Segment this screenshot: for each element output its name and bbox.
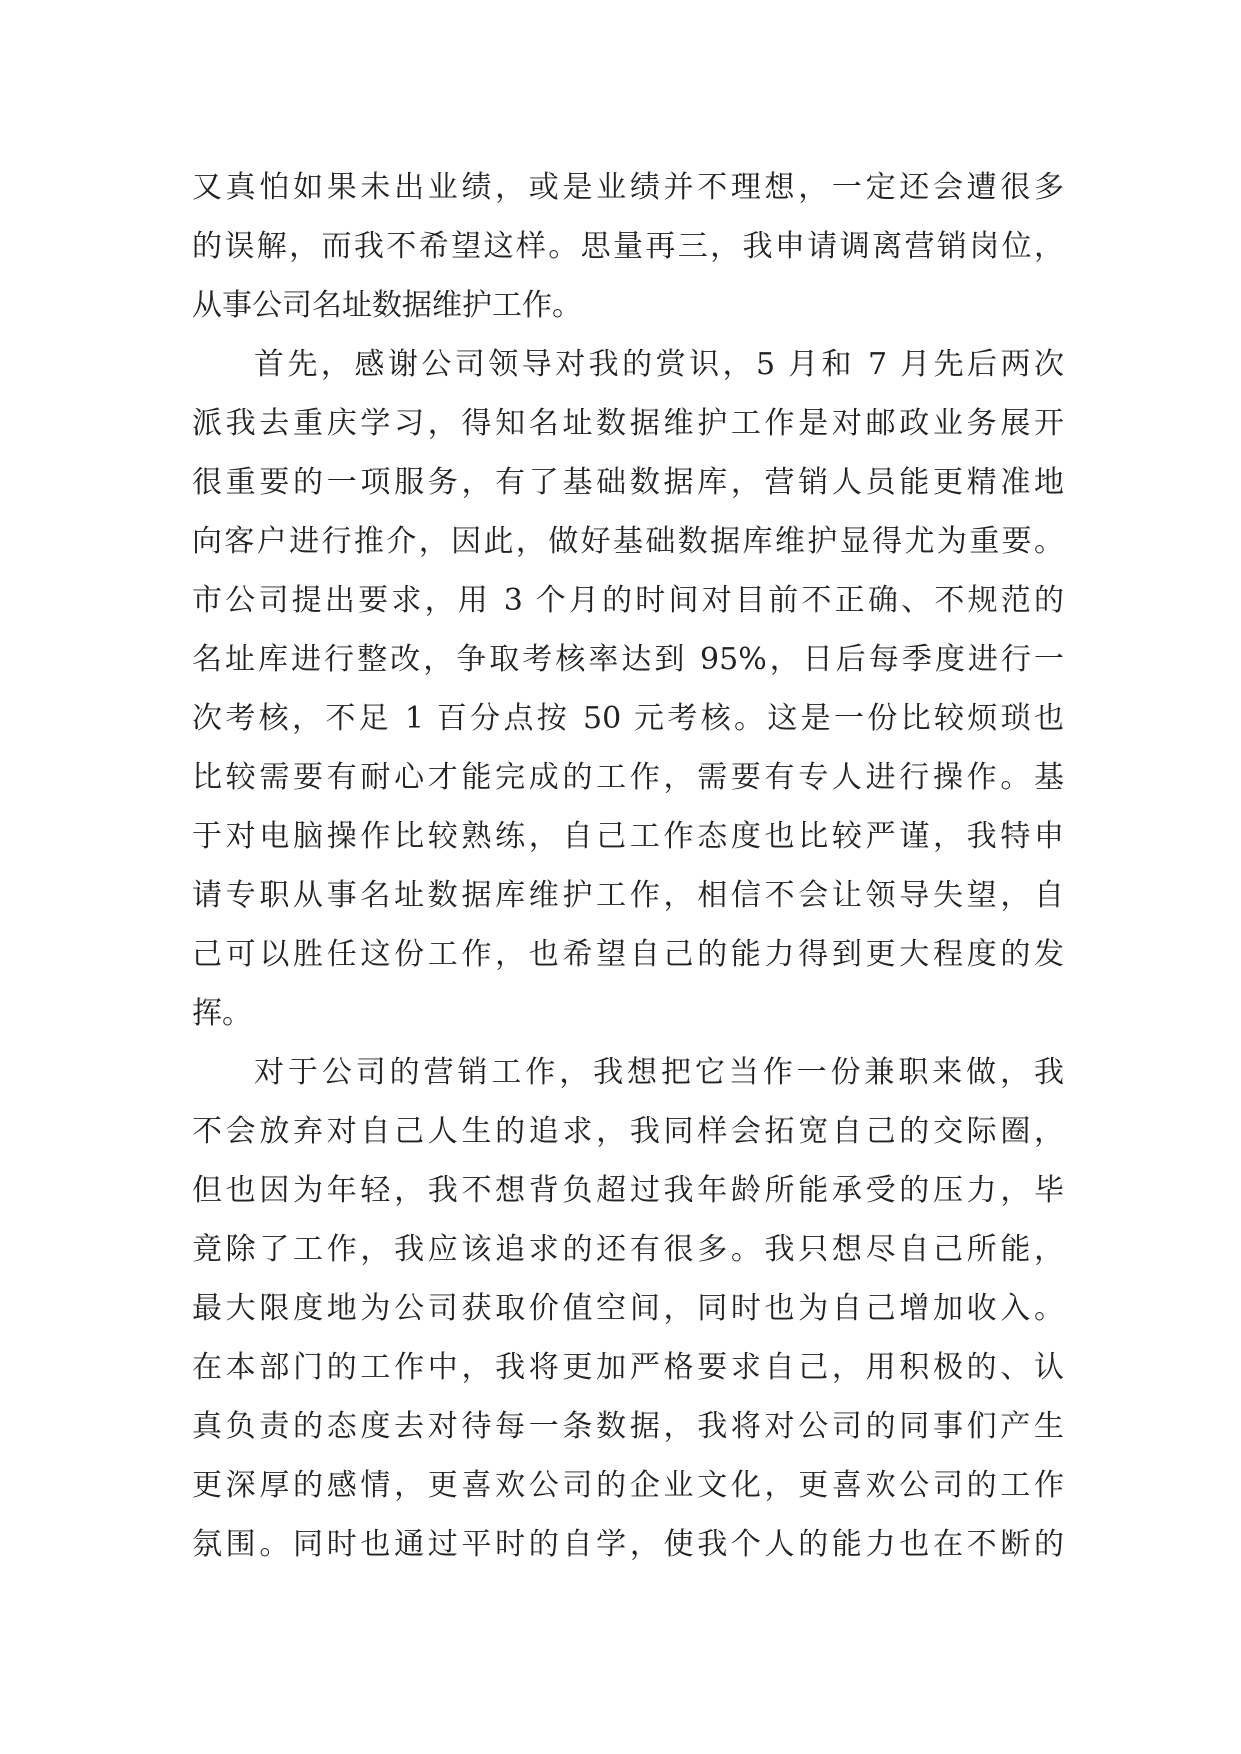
text-line: 挥。 bbox=[192, 996, 252, 1031]
text-line: 的误解，而我不希望这样。思量再三，我申请调离营销岗位， bbox=[192, 229, 1064, 264]
text-line: 己可以胜任这份工作，也希望自己的能力得到更大程度的发 bbox=[192, 937, 1064, 972]
text-line: 氛围。同时也通过平时的自学，使我个人的能力也在不断的 bbox=[192, 1527, 1064, 1562]
text-line: 市公司提出要求，用 3 个月的时间对目前不正确、不规范的 bbox=[192, 583, 1064, 618]
text-line: 派我去重庆学习，得知名址数据维护工作是对邮政业务展开 bbox=[192, 406, 1064, 441]
text-line: 对于公司的营销工作，我想把它当作一份兼职来做，我 bbox=[254, 1055, 1064, 1090]
text-line: 真负责的态度去对待每一条数据，我将对公司的同事们产生 bbox=[192, 1409, 1064, 1444]
text-line: 又真怕如果未出业绩，或是业绩并不理想，一定还会遭很多 bbox=[192, 170, 1064, 205]
text-line: 首先，感谢公司领导对我的赏识，5 月和 7 月先后两次 bbox=[254, 347, 1064, 382]
text-line: 最大限度地为公司获取价值空间，同时也为自己增加收入。 bbox=[192, 1291, 1064, 1326]
text-line: 竟除了工作，我应该追求的还有很多。我只想尽自己所能， bbox=[192, 1232, 1064, 1267]
text-line: 从事公司名址数据维护工作。 bbox=[192, 288, 582, 323]
body-text bbox=[192, 158, 1064, 1574]
text-line: 更深厚的感情，更喜欢公司的企业文化，更喜欢公司的工作 bbox=[192, 1468, 1064, 1503]
text-line: 比较需要有耐心才能完成的工作，需要有专人进行操作。基 bbox=[192, 760, 1064, 795]
text-line: 但也因为年轻，我不想背负超过我年龄所能承受的压力，毕 bbox=[192, 1173, 1064, 1208]
text-line: 名址库进行整改，争取考核率达到 95%，日后每季度进行一 bbox=[192, 642, 1064, 677]
text-line: 于对电脑操作比较熟练，自己工作态度也比较严谨，我特申 bbox=[192, 819, 1064, 854]
text-line: 次考核，不足 1 百分点按 50 元考核。这是一份比较烦琐也 bbox=[192, 701, 1064, 736]
text-line: 不会放弃对自己人生的追求，我同样会拓宽自己的交际圈， bbox=[192, 1114, 1064, 1149]
text-line: 很重要的一项服务，有了基础数据库，营销人员能更精准地 bbox=[192, 465, 1064, 500]
text-line: 向客户进行推介，因此，做好基础数据库维护显得尤为重要。 bbox=[192, 524, 1064, 559]
text-line: 在本部门的工作中，我将更加严格要求自己，用积极的、认 bbox=[192, 1350, 1064, 1385]
text-line: 请专职从事名址数据库维护工作，相信不会让领导失望，自 bbox=[192, 878, 1064, 913]
